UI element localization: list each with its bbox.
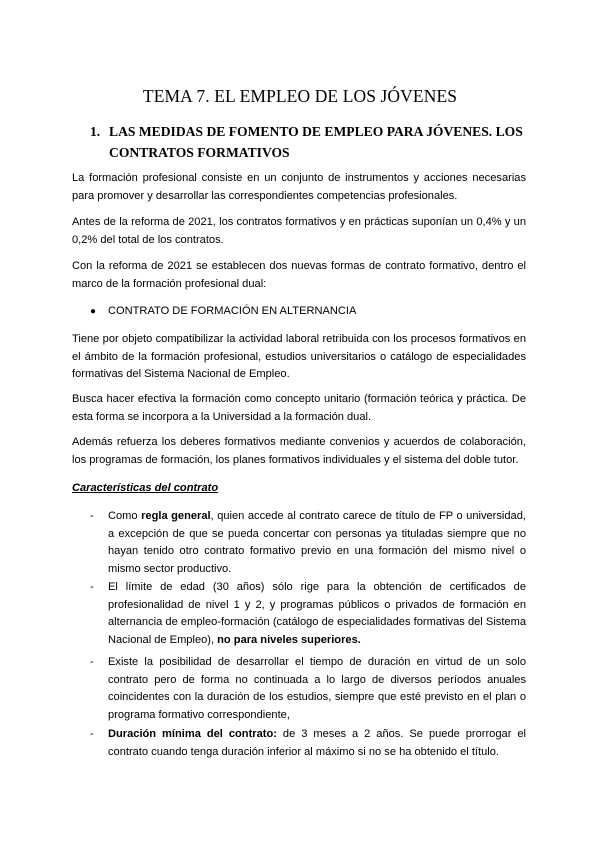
dash-marker: - [90,510,94,522]
characteristic-text: Existe la posibilidad de desarrollar el tiempo de duración en virtud de un solo contrato pero de forma no continuada a lo largo de diversos períodos anuales coincidentes con la duración de los estudios, siempre que esté previsto en el plan o programa formativo correspondiente, [108,656,526,721]
paragraph-concepto-unitario: Busca hacer efectiva la formación como concepto unitario (formación teórica y práctica. De esta forma se incorpora a la Universidad a la formación dual. [72,393,526,423]
characteristic-item-regla-general [90,508,526,578]
characteristic-text: Duración mínima del contrato: de 3 meses a 2 años. Se puede prorrogar el contrato cuando tenga duración inferior al máximo si no se ha obtenido el título. [108,728,526,758]
bullet-label: CONTRATO DE FORMACIÓN EN ALTERNANCIA [108,305,357,317]
section-heading [90,121,530,163]
section-number: 1. [90,124,101,139]
characteristic-item-duracion-minima [90,726,526,761]
paragraph-antes-reforma: Antes de la reforma de 2021, los contratos formativos y en prácticas suponían un 0,4% y un 0,2% del total de los contratos. [72,216,526,246]
dash-marker: - [90,656,94,668]
paragraph-reforma-2021: Con la reforma de 2021 se establecen dos nuevas formas de contrato formativo, dentro el marco de la formación profesional dual: [72,260,526,290]
section-title: LAS MEDIDAS DE FOMENTO DE EMPLEO PARA JÓVENES. LOS CONTRATOS FORMATIVOS [109,124,523,160]
page-title: TEMA 7. EL EMPLEO DE LOS JÓVENES [142,86,458,106]
characteristic-text: Como regla general, quien accede al contrato carece de título de FP o universidad, a excepción de que se pueda concertar con personas ya tituladas siempre que no hayan tenido otro contrato formativo previo en una formación del mismo nivel o mismo sector productivo. [108,510,526,575]
characteristics-heading: Características del contrato [72,482,219,494]
dash-marker: - [90,581,94,593]
paragraph-deberes-formativos: Además refuerza los deberes formativos mediante convenios y acuerdos de colaboración, los programas de formación, los planes formativos individuales y el sistema del doble tutor. [72,436,526,466]
characteristic-text: El límite de edad (30 años) sólo rige para la obtención de certificados de profesionalidad de nivel 1 y 2, y programas públicos o privados de formación en alternancia de empleo-formación (catálogo de especialidades formativas del Sistema Nacional de Empleo), no para niveles superiores. [108,581,526,646]
paragraph-objeto: Tiene por objeto compatibilizar la actividad laboral retribuida con los procesos formativos en el ámbito de la formación profesional, estudios universitarios o catálogo de especialidades formativas del Sistema Nacional de Empleo. [72,333,526,380]
paragraph-formacion-profesional: La formación profesional consiste en un conjunto de instrumentos y acciones necesarias para promover y desarrollar las correspondientes competencias profesionales. [72,172,526,202]
characteristic-item-limite-edad [90,579,526,649]
bullet-dot-icon: ● [90,306,97,317]
dash-marker: - [90,728,94,740]
characteristic-item-duracion-no-continuada [90,654,526,724]
bullet-contrato-alternancia [90,303,356,321]
